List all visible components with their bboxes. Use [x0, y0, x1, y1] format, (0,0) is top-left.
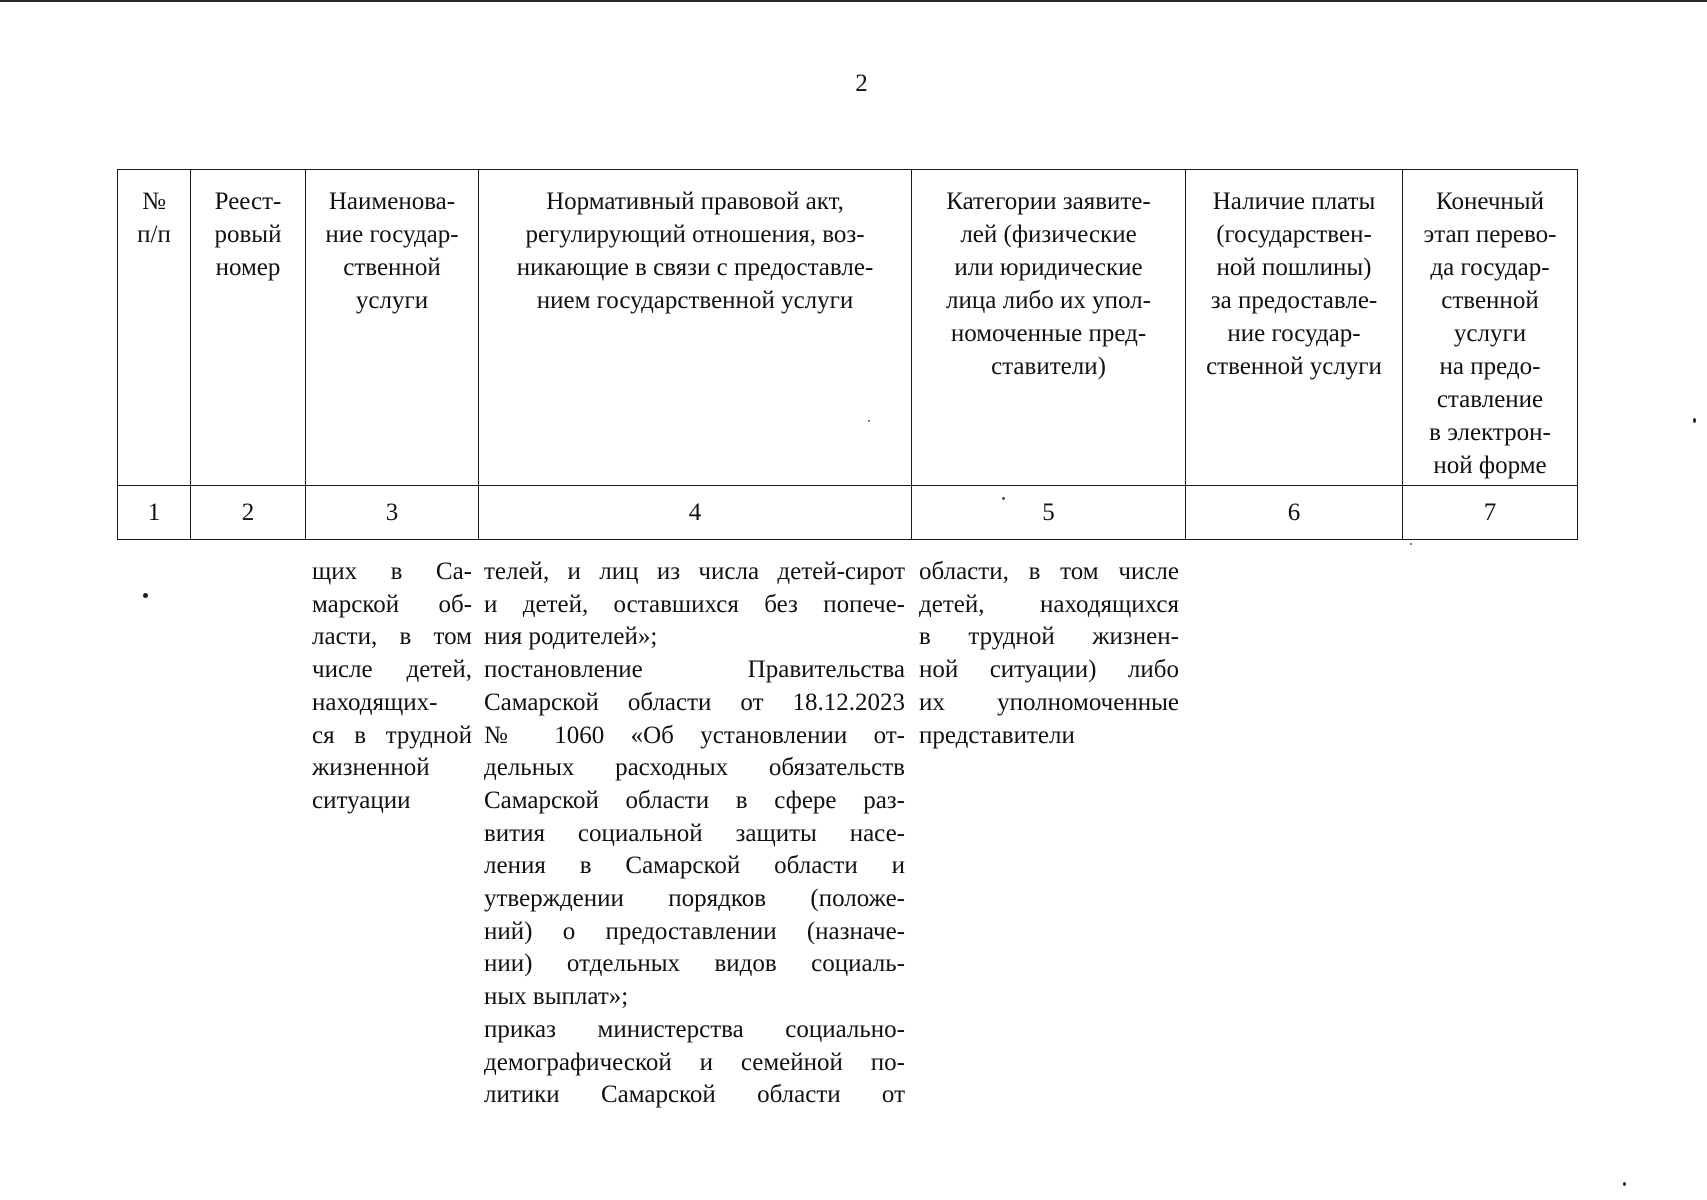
header-cell-number [118, 170, 191, 486]
column-number-row [118, 486, 1578, 540]
text-line: телей, и лиц из числа детей-сирот [484, 558, 905, 585]
page-number: 2 [855, 70, 868, 97]
text-line: ления в Самарской области и [484, 852, 905, 880]
header-text: Конечный этап перево- да государ- ственной услуги на предо- ставление в электрон- ной форме [1423, 188, 1557, 479]
text-line: приказ министерства социально- [484, 1015, 905, 1043]
column-number-cell: 2 [191, 486, 306, 540]
text-line: ний) о предоставлении (назначе- [484, 917, 905, 945]
services-table [117, 169, 1578, 540]
text-line: детей, находящихся [919, 590, 1179, 618]
text-line: и детей, оставшихся без попече- [484, 590, 905, 618]
word: в [390, 558, 403, 585]
continuation-applicant-categories-column [919, 556, 1179, 752]
text-line: числе детей, [312, 656, 472, 684]
word: Са- [435, 558, 472, 585]
continuation-service-name-column [312, 556, 472, 818]
text-line: жизненной [312, 754, 430, 782]
header-text: Нормативный правовой акт, регулирующий отношения, воз- никающие в связи с предоставле- нием государственной услуги [516, 188, 874, 314]
text-line: № 1060 «Об установлении от- [484, 721, 905, 749]
text-line: марской об- [312, 590, 472, 618]
scan-speck [1693, 418, 1696, 423]
column-number-cell: 7 [1403, 486, 1578, 540]
text-line: Самарской области в сфере раз- [484, 786, 905, 814]
table-header-row [118, 170, 1578, 486]
text-line: в трудной жизнен- [919, 623, 1179, 651]
text-line: ситуации [312, 786, 411, 814]
column-number-cell: 4 [479, 486, 912, 540]
scan-speck [868, 420, 870, 422]
scan-speck [1002, 497, 1005, 500]
text-line: ных выплат»; [484, 983, 629, 1011]
page-top-edge [0, 0, 1707, 2]
text-line: Самарской области от 18.12.2023 [484, 688, 905, 716]
header-text: Наличие платы (государствен- ной пошлины) за предоставле- ние государ- ственной услуги [1206, 188, 1382, 380]
text-line: демографической и семейной по- [484, 1048, 905, 1076]
text-line [312, 556, 472, 589]
column-number-cell: 5 [912, 486, 1186, 540]
text-line: ся в трудной [312, 721, 472, 749]
header-text: Наименова- ние государ- ственной услуги [325, 188, 459, 314]
header-cell-legal-act [479, 170, 912, 486]
text-line: области, в том числе [919, 558, 1179, 585]
continuation-legal-act-column [484, 556, 905, 1112]
column-number-cell: 6 [1186, 486, 1403, 540]
text-line: их уполномоченные [919, 688, 1179, 716]
text-line: представители [919, 721, 1075, 749]
header-cell-service-name [306, 170, 479, 486]
scan-speck [1410, 543, 1412, 545]
column-number-cell: 3 [306, 486, 479, 540]
text-line: ния родителей»; [484, 623, 658, 651]
text-line: нии) отдельных видов социаль- [484, 950, 905, 978]
text-line: дельных расходных обязательств [484, 754, 905, 782]
text-line: находящих- [312, 688, 438, 716]
text-line: ласти, в том [312, 623, 472, 651]
scan-speck [1623, 1182, 1626, 1186]
header-cell-fee [1186, 170, 1403, 486]
header-text: Реест- ровый номер [214, 188, 282, 281]
text-line: ной ситуации) либо [919, 656, 1179, 684]
column-number-cell: 1 [118, 486, 191, 540]
header-text: № п/п [137, 188, 171, 248]
word: щих [312, 558, 358, 585]
text-line: литики Самарской области от [484, 1081, 905, 1109]
header-cell-final-stage [1403, 170, 1578, 486]
text-line: постановление Правительства [484, 656, 905, 684]
header-text: Категории заявите- лей (физические или юридические лица либо их упол- номоченные пред- ставители) [946, 188, 1151, 380]
scan-speck [143, 593, 148, 598]
header-cell-registry-number [191, 170, 306, 486]
header-cell-applicant-categories [912, 170, 1186, 486]
text-line: утверждении порядков (положе- [484, 885, 905, 913]
text-line: вития социальной защиты насе- [484, 819, 905, 847]
